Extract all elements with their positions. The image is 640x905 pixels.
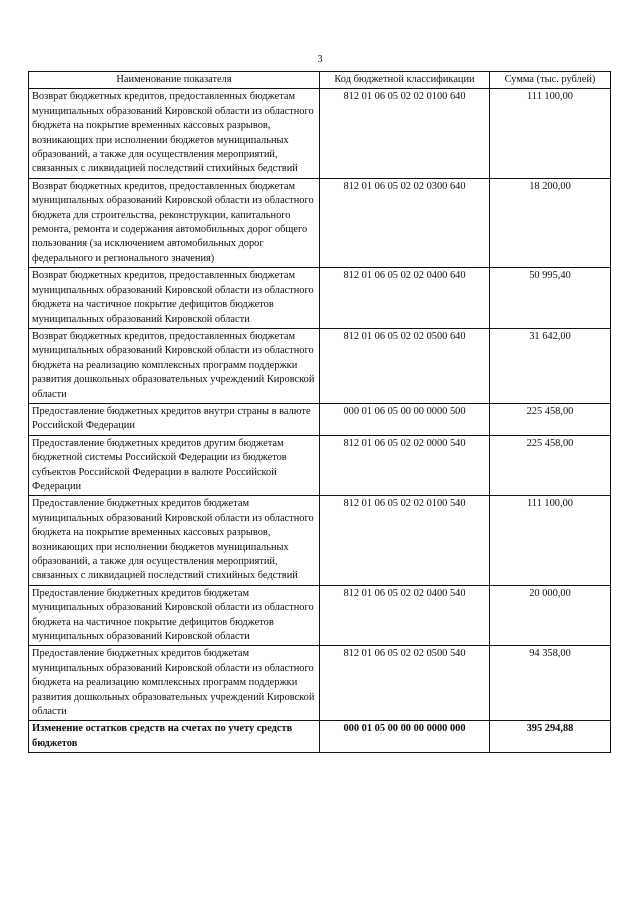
cell-name: Предоставление бюджетных кредитов бюджетам муниципальных образований Кировской области из областного бюджета на частичное покрытие дефицитов бюджетов муниципальных образований Кировской области xyxy=(29,585,320,646)
header-code: Код бюджетной классификации xyxy=(320,72,490,89)
table-row xyxy=(29,178,611,267)
cell-name: Возврат бюджетных кредитов, предоставленных бюджетам муниципальных образований Кировской области из областного бюджета на реализацию комплексных программ поддержки развития дошкольных образовательных учреждений Кировской области xyxy=(29,328,320,403)
cell-name: Предоставление бюджетных кредитов бюджетам муниципальных образований Кировской области из областного бюджета на покрытие временных кассовых разрывов, возникающих при исполнении бюджетов муниципальных образований, а также для осуществления мероприятий, связанных с ликвидацией последствий стихийных бедствий xyxy=(29,496,320,585)
page-number: 3 xyxy=(317,54,323,65)
cell-sum: 225 458,00 xyxy=(490,435,611,496)
cell-name: Возврат бюджетных кредитов, предоставленных бюджетам муниципальных образований Кировской области из областного бюджета для строительства, реконструкции, капитального ремонта, ремонта и содержания автомобильных дорог общего пользования (за исключением автомобильных дорог федерального и регионального значения) xyxy=(29,178,320,267)
cell-sum: 395 294,88 xyxy=(490,721,611,753)
cell-sum: 94 358,00 xyxy=(490,646,611,721)
table-row xyxy=(29,328,611,403)
cell-name: Предоставление бюджетных кредитов внутри страны в валюте Российской Федерации xyxy=(29,403,320,435)
table-row xyxy=(29,268,611,329)
table-row xyxy=(29,89,611,178)
header-name: Наименование показателя xyxy=(29,72,320,89)
cell-code: 812 01 06 05 02 02 0000 540 xyxy=(320,435,490,496)
cell-code: 812 01 06 05 02 02 0500 640 xyxy=(320,328,490,403)
cell-name: Возврат бюджетных кредитов, предоставленных бюджетам муниципальных образований Кировской области из областного бюджета на покрытие временных кассовых разрывов, возникающих при исполнении бюджетов муниципальных образований, а также для осуществления мероприятий, связанных с ликвидацией последствий стихийных бедствий xyxy=(29,89,320,178)
cell-sum: 31 642,00 xyxy=(490,328,611,403)
table-row xyxy=(29,585,611,646)
cell-code: 812 01 06 05 02 02 0100 640 xyxy=(320,89,490,178)
cell-code: 812 01 06 05 02 02 0100 540 xyxy=(320,496,490,585)
cell-sum: 18 200,00 xyxy=(490,178,611,267)
cell-name: Возврат бюджетных кредитов, предоставленных бюджетам муниципальных образований Кировской области из областного бюджета на частичное покрытие дефицитов бюджетов муниципальных образований Кировской области xyxy=(29,268,320,329)
table-row xyxy=(29,435,611,496)
budget-table xyxy=(28,71,611,753)
cell-code: 000 01 05 00 00 00 0000 000 xyxy=(320,721,490,753)
header-sum: Сумма (тыс. рублей) xyxy=(490,72,611,89)
cell-sum: 111 100,00 xyxy=(490,496,611,585)
cell-name: Предоставление бюджетных кредитов другим бюджетам бюджетной системы Российской Федерации из бюджетов субъектов Российской Федерации в валюте Российской Федерации xyxy=(29,435,320,496)
table-row xyxy=(29,646,611,721)
cell-code: 812 01 06 05 02 02 0300 640 xyxy=(320,178,490,267)
cell-name: Предоставление бюджетных кредитов бюджетам муниципальных образований Кировской области из областного бюджета на реализацию комплексных программ поддержки развития дошкольных образовательных учреждений Кировской области xyxy=(29,646,320,721)
cell-code: 000 01 06 05 00 00 0000 500 xyxy=(320,403,490,435)
cell-code: 812 01 06 05 02 02 0500 540 xyxy=(320,646,490,721)
table-row xyxy=(29,403,611,435)
table-header-row xyxy=(29,72,611,89)
cell-code: 812 01 06 05 02 02 0400 640 xyxy=(320,268,490,329)
cell-sum: 225 458,00 xyxy=(490,403,611,435)
cell-sum: 50 995,40 xyxy=(490,268,611,329)
cell-sum: 111 100,00 xyxy=(490,89,611,178)
table-row xyxy=(29,496,611,585)
cell-code: 812 01 06 05 02 02 0400 540 xyxy=(320,585,490,646)
cell-name: Изменение остатков средств на счетах по учету средств бюджетов xyxy=(29,721,320,753)
table-row xyxy=(29,721,611,753)
cell-sum: 20 000,00 xyxy=(490,585,611,646)
